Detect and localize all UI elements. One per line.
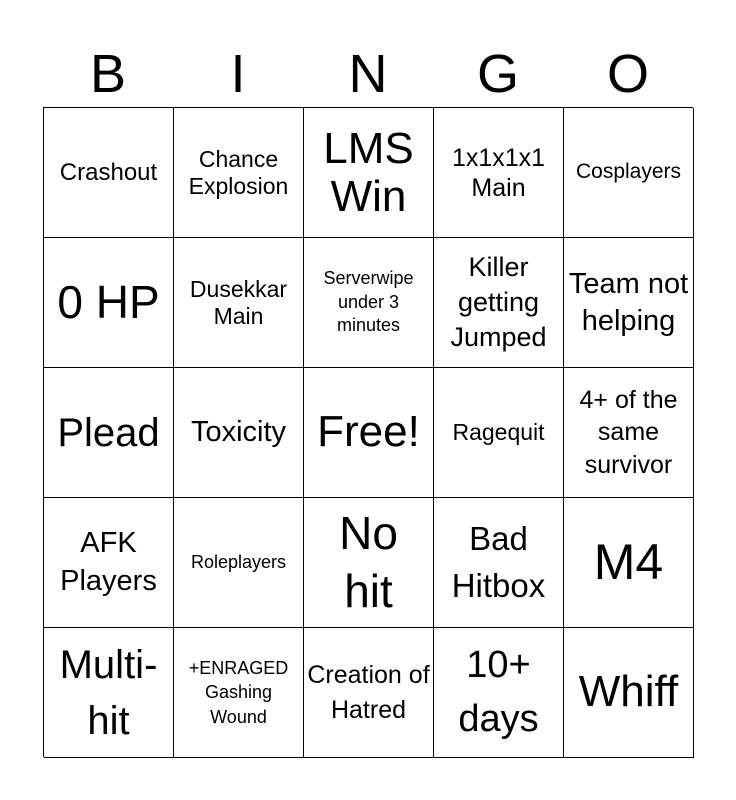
- bingo-cell-2-3[interactable]: [304, 238, 434, 368]
- bingo-cell-2-2[interactable]: [174, 238, 304, 368]
- cell-label: Chance Explosion: [188, 146, 289, 199]
- bingo-cell-3-5[interactable]: [564, 368, 694, 498]
- bingo-cell-3-3[interactable]: [304, 368, 434, 498]
- bingo-cell-1-3[interactable]: [304, 108, 434, 238]
- bingo-cell-1-4[interactable]: [434, 108, 564, 238]
- cell-label: Team not helping: [568, 268, 689, 337]
- cell-label: No hit: [339, 507, 398, 617]
- bingo-cell-5-2[interactable]: [174, 628, 304, 758]
- bingo-cell-4-4[interactable]: [434, 498, 564, 628]
- header-letter-g: G: [476, 44, 519, 104]
- cell-label: AFK Players: [60, 526, 157, 597]
- bingo-cell-1-1[interactable]: [44, 108, 174, 238]
- cell-label: Dusekkar Main: [189, 276, 288, 329]
- bingo-cell-1-5[interactable]: [564, 108, 694, 238]
- bingo-cell-5-5[interactable]: [564, 628, 694, 758]
- cell-label: M4: [593, 533, 664, 590]
- cell-label: Ragequit: [452, 419, 545, 446]
- cell-label: Free!: [317, 407, 420, 457]
- bingo-cell-4-1[interactable]: [44, 498, 174, 628]
- bingo-cell-5-3[interactable]: [304, 628, 434, 758]
- bingo-cell-3-2[interactable]: [174, 368, 304, 498]
- bingo-cell-5-4[interactable]: [434, 628, 564, 758]
- bingo-cell-3-4[interactable]: [434, 368, 564, 498]
- bingo-cell-2-4[interactable]: [434, 238, 564, 368]
- cell-label: 10+ days: [458, 644, 539, 740]
- header-letter-i: I: [230, 44, 246, 104]
- bingo-cell-4-3[interactable]: [304, 498, 434, 628]
- cell-label: Serverwipe under 3 minutes: [323, 268, 414, 336]
- cell-label: Creation of Hatred: [307, 660, 430, 724]
- bingo-cell-4-2[interactable]: [174, 498, 304, 628]
- cell-label: Crashout: [59, 158, 158, 186]
- cell-label: Multi-hit: [59, 642, 158, 743]
- cell-label: +ENRAGED Gashing Wound: [188, 658, 289, 727]
- bingo-header: [43, 40, 693, 108]
- cell-label: Plead: [57, 410, 160, 455]
- cell-label: Roleplayers: [190, 552, 287, 573]
- bingo-cell-5-1[interactable]: [44, 628, 174, 758]
- cell-label: 1x1x1x1 Main: [451, 143, 546, 202]
- header-letter-o: O: [606, 44, 649, 104]
- bingo-cell-2-5[interactable]: [564, 238, 694, 368]
- cell-label: Whiff: [578, 667, 679, 717]
- cell-label: Bad Hitbox: [451, 520, 546, 604]
- header-letter-n: N: [348, 44, 388, 104]
- header-letter-b: B: [89, 44, 127, 104]
- cell-label: 4+ of the same survivor: [579, 385, 678, 479]
- cell-label: Cosplayers: [575, 160, 682, 184]
- bingo-cell-3-1[interactable]: [44, 368, 174, 498]
- bingo-cell-4-5[interactable]: [564, 498, 694, 628]
- cell-label: 0 HP: [57, 276, 160, 329]
- cell-label: Toxicity: [190, 415, 287, 448]
- bingo-board: [43, 107, 693, 757]
- cell-label: Killer getting Jumped: [450, 251, 547, 353]
- bingo-cell-2-1[interactable]: [44, 238, 174, 368]
- bingo-cell-1-2[interactable]: [174, 108, 304, 238]
- cell-label: LMS Win: [323, 123, 414, 221]
